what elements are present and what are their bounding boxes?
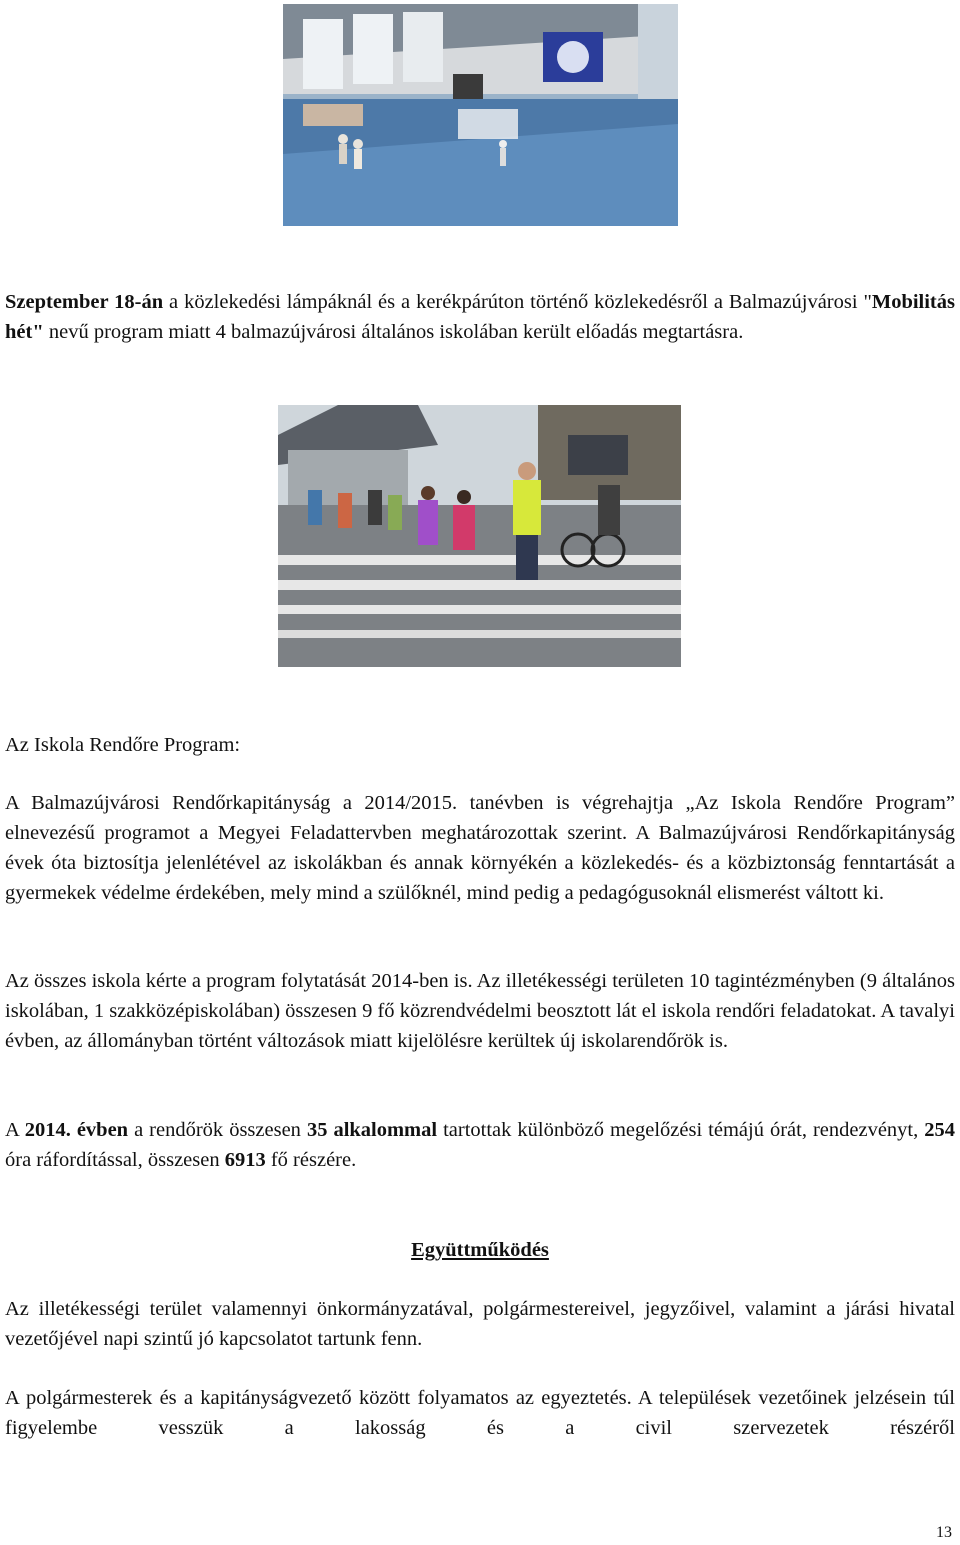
paragraph-text: a közlekedési lámpáknál és a kerékpárúton történő közlekedésről a Balmazújvárosi " (163, 291, 872, 313)
schools-continuation-paragraph: Az összes iskola kérte a program folytatását 2014-ben is. Az illetékességi területen 10 tagintézményben (9 általános iskolában, 1 szakközépiskolában) összesen 9 fő közrendvédelmi beosztott lát el iskola rendőri feladatokat. A tavalyi évben, az állományban történt változások miatt kijelölésre kerültek új iskolarendőrök is. (5, 970, 955, 1052)
page-number: 13 (936, 1524, 952, 1541)
sports-hall-image (283, 4, 678, 226)
mobility-week-paragraph (5, 287, 955, 347)
paragraph-text: nevű program miatt 4 balmazújvárosi általános iskolában került előadás megtartásra. (43, 321, 744, 343)
mayors-paragraph: A polgármesterek és a kapitányságvezető között folyamatos az egyeztetés. A települések vezetőinek jelzésein túl figyelembe vesszük a lakosság és a civil szervezetek részéről (5, 1387, 955, 1439)
people-highlight: 6913 (224, 1149, 266, 1171)
paragraph-text: A (5, 1119, 25, 1141)
paragraph-text: óra ráfordítással, összesen (5, 1149, 225, 1171)
occasions-highlight: 35 alkalommal (306, 1119, 438, 1141)
paragraph-text: fő részére. (265, 1149, 357, 1171)
school-police-paragraph: A Balmazújvárosi Rendőrkapitányság a 2014/2015. tanévben is végrehajtja „Az Iskola Rendőre Program” elnevezésű programot a Megyei Feladattervben meghatározottak szerint. A Balmazújvárosi Rendőrkapitányság évek óta biztosítja jelenlétével az iskolákban és annak környékén a közlekedés- és a közbiztonság fenntartását a gyermekek védelme érdekében, mely mind a szülőknél, mind pedig a pedagógusoknál elismerést váltott ki. (5, 792, 955, 904)
cooperation-paragraph: Az illetékességi terület valamennyi önkormányzatával, polgármestereivel, jegyzőivel, valamint a járási hivatal vezetőjével napi szintű jó kapcsolatot tartunk fenn. (5, 1298, 955, 1350)
police-crosswalk-photo (278, 405, 681, 667)
year-highlight: 2014. (24, 1119, 71, 1141)
sports-hall-photo (283, 4, 678, 226)
year-word-highlight: évben (76, 1119, 129, 1141)
paragraph-text: tartottak különböző megelőzési témájú órát, rendezvényt, (437, 1119, 925, 1141)
crosswalk-image (278, 405, 681, 667)
school-police-heading: Az Iskola Rendőre Program: (5, 734, 241, 756)
program-name-highlight: Mobilitás hét" (5, 291, 955, 343)
date-highlight: Szeptember 18-án (5, 291, 164, 313)
statistics-paragraph (5, 1115, 955, 1175)
paragraph-text: a rendőrök összesen (128, 1119, 307, 1141)
cooperation-heading: Együttműködés (411, 1239, 549, 1261)
hours-highlight: 254 (924, 1119, 956, 1141)
